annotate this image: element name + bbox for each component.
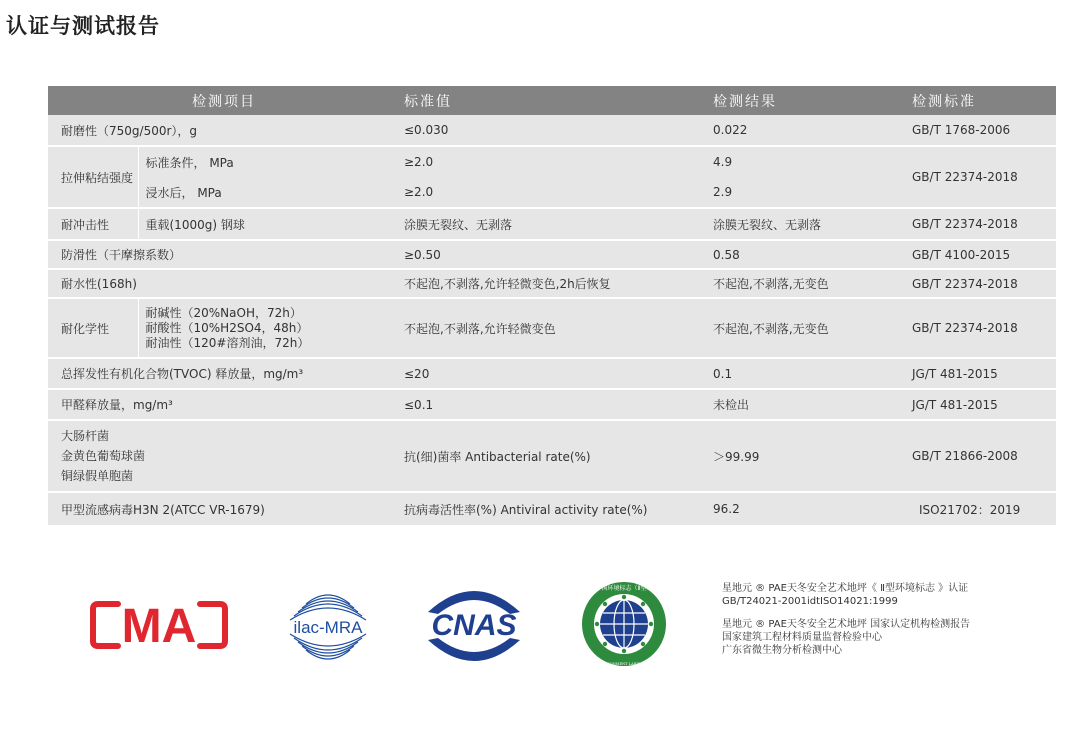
row-item: 总挥发性有机化合物(TVOC) 释放量，mg/m³ (48, 358, 400, 389)
table-row (48, 240, 1056, 269)
row-standard: 抗(细)菌率 Antibacterial rate(%) (400, 420, 713, 492)
row-standard: ≥2.0 (400, 146, 713, 177)
row-standard: 涂膜无裂纹、无剥落 (400, 208, 713, 240)
subitem-acid: 耐酸性（10%H2SO4，48h） (145, 320, 309, 335)
row-result: 涂膜无裂纹、无剥落 (713, 208, 903, 240)
cma-logo (90, 598, 228, 652)
subitem-oil: 耐油性（120#溶剂油，72h） (145, 335, 310, 350)
row-item: 耐水性(168h) (48, 269, 400, 298)
cnas-logo-text: CNAS (431, 609, 517, 642)
cma-logo-text: MA (121, 600, 197, 652)
china-environmental-label-logo (580, 580, 668, 668)
row-standard: ≥0.50 (400, 240, 713, 269)
row-standard: ≤20 (400, 358, 713, 389)
certification-notes (722, 582, 1062, 667)
row-item: 耐磨性（750g/500r），g (48, 115, 400, 146)
item-staph: 金黄色葡萄球菌 (61, 449, 146, 463)
header-test-item: 检测项目 (48, 86, 400, 115)
row-subitem: 浸水后， MPa (138, 177, 400, 208)
row-method: GB/T 22374-2018 (903, 298, 1056, 358)
table-row (48, 146, 1056, 177)
row-standard: 抗病毒活性率(%) Antiviral activity rate(%) (400, 492, 713, 526)
row-standard: 不起泡,不剥落,允许轻微变色 (400, 298, 713, 358)
table-row (48, 358, 1056, 389)
page-title: 认证与测试报告 (6, 14, 160, 38)
row-standard: 不起泡,不剥落,允许轻微变色,2h后恢复 (400, 269, 713, 298)
header-test-standard: 检测标准 (903, 86, 1056, 115)
cel-logo-ring-text: CHINA ENVIRONMENT LABELLING TYPEII (583, 662, 665, 666)
row-item: 甲醛释放量，mg/m³ (48, 389, 400, 420)
row-result: 未检出 (713, 389, 903, 420)
row-standard: ≤0.1 (400, 389, 713, 420)
row-result: 4.9 (713, 146, 903, 177)
row-method: ISO21702：2019 (903, 492, 1056, 526)
header-standard-value: 标准值 (400, 86, 713, 115)
row-subitem: 标准条件， MPa (138, 146, 400, 177)
row-method: JG/T 481-2015 (903, 358, 1056, 389)
row-method: JG/T 481-2015 (903, 389, 1056, 420)
row-item: 耐冲击性 (48, 208, 138, 240)
note-line: 广东省微生物分析检测中心 (722, 645, 842, 656)
row-result: 0.022 (713, 115, 903, 146)
item-pseudomonas: 铜绿假单胞菌 (61, 469, 134, 483)
row-method: GB/T 4100-2015 (903, 240, 1056, 269)
row-item: 甲型流感病毒H3N 2(ATCC VR-1679) (48, 492, 400, 526)
table-row (48, 115, 1056, 146)
item-ecoli: 大肠杆菌 (61, 429, 110, 443)
row-method: GB/T 22374-2018 (903, 146, 1056, 208)
note-line: 星地元 ® PAE天冬安全艺术地坪《 Ⅱ型环境标志 》认证 (722, 583, 969, 594)
table-row (48, 298, 1056, 358)
note-line: GB/T24021-2001idtISO14021:1999 (722, 596, 898, 607)
row-item: 防滑性（干摩擦系数） (48, 240, 400, 269)
row-standard: ≤0.030 (400, 115, 713, 146)
table-row (48, 269, 1056, 298)
row-result: 不起泡,不剥落,无变色 (713, 269, 903, 298)
row-standard: ≥2.0 (400, 177, 713, 208)
note-environment-label (722, 582, 1062, 608)
header-test-result: 检测结果 (713, 86, 903, 115)
ilac-mra-logo-text: ilac-MRA (293, 618, 363, 637)
table-row (48, 389, 1056, 420)
row-method: GB/T 22374-2018 (903, 269, 1056, 298)
cel-logo-top-text: 中国环境标志（Ⅱ型） (595, 585, 653, 592)
row-result: 0.1 (713, 358, 903, 389)
row-method: GB/T 1768-2006 (903, 115, 1056, 146)
table-row (48, 492, 1056, 526)
row-subitem: 重载(1000g) 钢球 (138, 208, 400, 240)
table-header-row (48, 86, 1056, 115)
cnas-logo (414, 584, 534, 666)
ilac-mra-logo (276, 582, 380, 672)
test-report-table (48, 86, 1056, 527)
row-item: 耐化学性 (48, 298, 138, 358)
note-test-institutions (722, 618, 1062, 657)
table-row (48, 208, 1056, 240)
row-result: 不起泡,不剥落,无变色 (713, 298, 903, 358)
row-result: 0.58 (713, 240, 903, 269)
row-method: GB/T 22374-2018 (903, 208, 1056, 240)
note-line: 国家建筑工程材料质量监督检验中心 (722, 632, 882, 643)
row-item: 拉伸粘结强度 (48, 146, 138, 208)
row-method: GB/T 21866-2008 (903, 420, 1056, 492)
row-result: 96.2 (713, 492, 903, 526)
note-line: 星地元 ® PAE天冬安全艺术地坪 国家认定机构检测报告 (722, 619, 971, 630)
row-item-list (48, 420, 400, 492)
row-subitem-list (138, 298, 400, 358)
subitem-alkali: 耐碱性（20%NaOH，72h） (145, 305, 302, 320)
row-result: 2.9 (713, 177, 903, 208)
row-result: ＞99.99 (713, 420, 903, 492)
certification-logos (0, 578, 700, 668)
table-row (48, 420, 1056, 492)
